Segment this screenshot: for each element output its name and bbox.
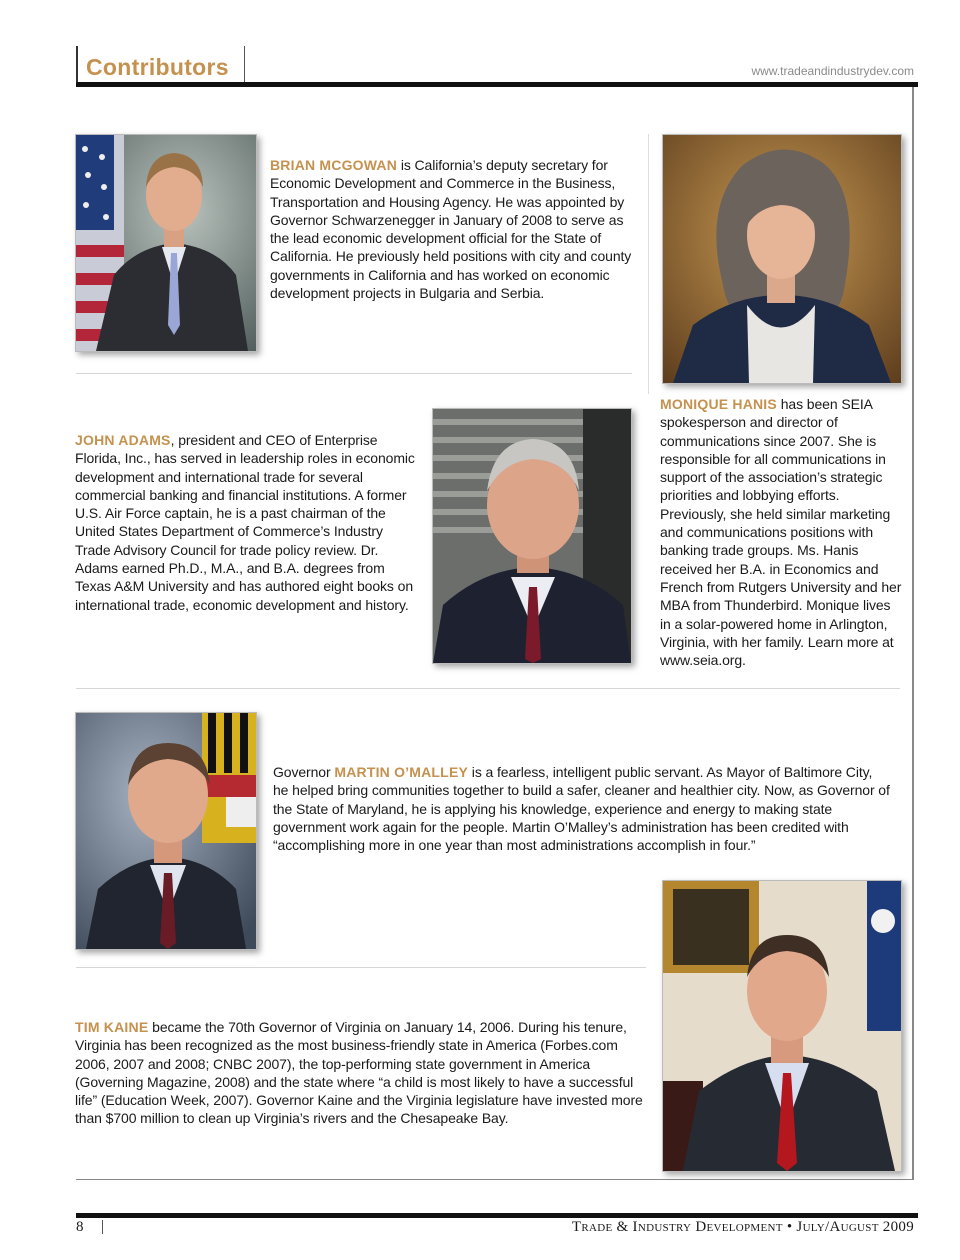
kaine-bio [75, 1018, 651, 1128]
divider-rule [76, 373, 632, 374]
hanis-bio-text: has been SEIA spokesperson and director of communications since 2007. She is responsible for all communications in support of the association’s strategic priorities and lobbying efforts. Previously, she held similar marketing and communications positions with banking trade groups. Ms. Hanis received her B.A. in Economics and French from Rutgers University and her MBA from Thunderbird. Monique lives in a solar-powered home in Arlington, Virginia, with her family. Learn more at www.seia.org. [660, 396, 902, 669]
kaine-name: TIM KAINE [75, 1019, 149, 1035]
header-rule [76, 82, 918, 87]
omalley-bio-text: is a fearless, intelligent public servant. As Mayor of Baltimore City, he helped bring communities together to build a safer, cleaner and healthier city. Now, as Governor of the State of Maryland, he is applying his knowledge, experience and energy to making state government work again for the people. Martin O’Malley’s administration has been credited with “accomplishing more in one year than most administrations accomplish in four.” [273, 764, 890, 854]
kaine-bio-text: became the 70th Governor of Virginia on January 14, 2006. During his tenure, Virginia has been recognized as the most business-friendly state in America (Forbes.com 2006, 2007 and 2008; CNBC 2007), the top-performing state government in America (Governing Magazine, 2008) and the state where “a child is most likely to have a successful life” (Education Week, 2007). Governor Kaine and the Virginia legislature have invested more than $700 million to clean up Virginia’s rivers and the Chesapeake Bay. [75, 1019, 643, 1127]
divider-rule [76, 967, 646, 968]
adams-name: JOHN ADAMS [75, 432, 171, 448]
header-divider [244, 46, 245, 82]
mcgowan-bio-text: is California’s deputy secretary for Economic Development and Commerce in the Business, Transportation and Housing Agency. He was appointed by Governor Schwarzenegger in January of 2008 to serve as the lead economic development official for the State of California. He previously held positions with city and county governments in California and has worked on economic development projects in Bulgaria and Serbia. [270, 157, 632, 302]
section-title: Contributors [86, 54, 229, 80]
hanis-name: MONIQUE HANIS [660, 396, 777, 412]
page-number: 8 [76, 1219, 84, 1235]
omalley-name: MARTIN O’MALLEY [334, 764, 469, 780]
adams-bio-text: , president and CEO of Enterprise Florida, Inc., has served in leadership roles in economic development and international trade for several commercial banking and financial institutions. A former U.S. Air Force captain, he is a past chairman of the United States Department of Commerce’s Industry Trade Advisory Council for trade policy review. Dr. Adams earned Ph.D., M.A., and B.A. degrees from Texas A&M University and has authored eight books on international trade, economic development and history. [75, 432, 415, 613]
header-left-rule [76, 46, 78, 86]
column-divider [648, 134, 649, 394]
page-bottom-border [76, 1179, 914, 1180]
adams-bio [75, 431, 421, 614]
omalley-photo [75, 712, 257, 950]
omalley-prefix: Governor [273, 764, 335, 780]
adams-photo [432, 408, 632, 664]
page-number-divider [102, 1220, 103, 1234]
publication-footer: Trade & Industry Development • July/August 2009 [571, 1219, 914, 1235]
hanis-bio [660, 395, 904, 669]
divider-rule [76, 688, 900, 689]
mcgowan-photo [75, 134, 257, 352]
page-right-border [912, 87, 914, 1179]
footer-rule [76, 1213, 918, 1218]
kaine-photo [662, 880, 902, 1172]
mcgowan-bio [270, 156, 632, 302]
site-url[interactable]: www.tradeandindustrydev.com [751, 64, 914, 78]
hanis-photo [662, 134, 902, 384]
mcgowan-name: BRIAN MCGOWAN [270, 157, 398, 173]
omalley-bio [273, 763, 891, 854]
